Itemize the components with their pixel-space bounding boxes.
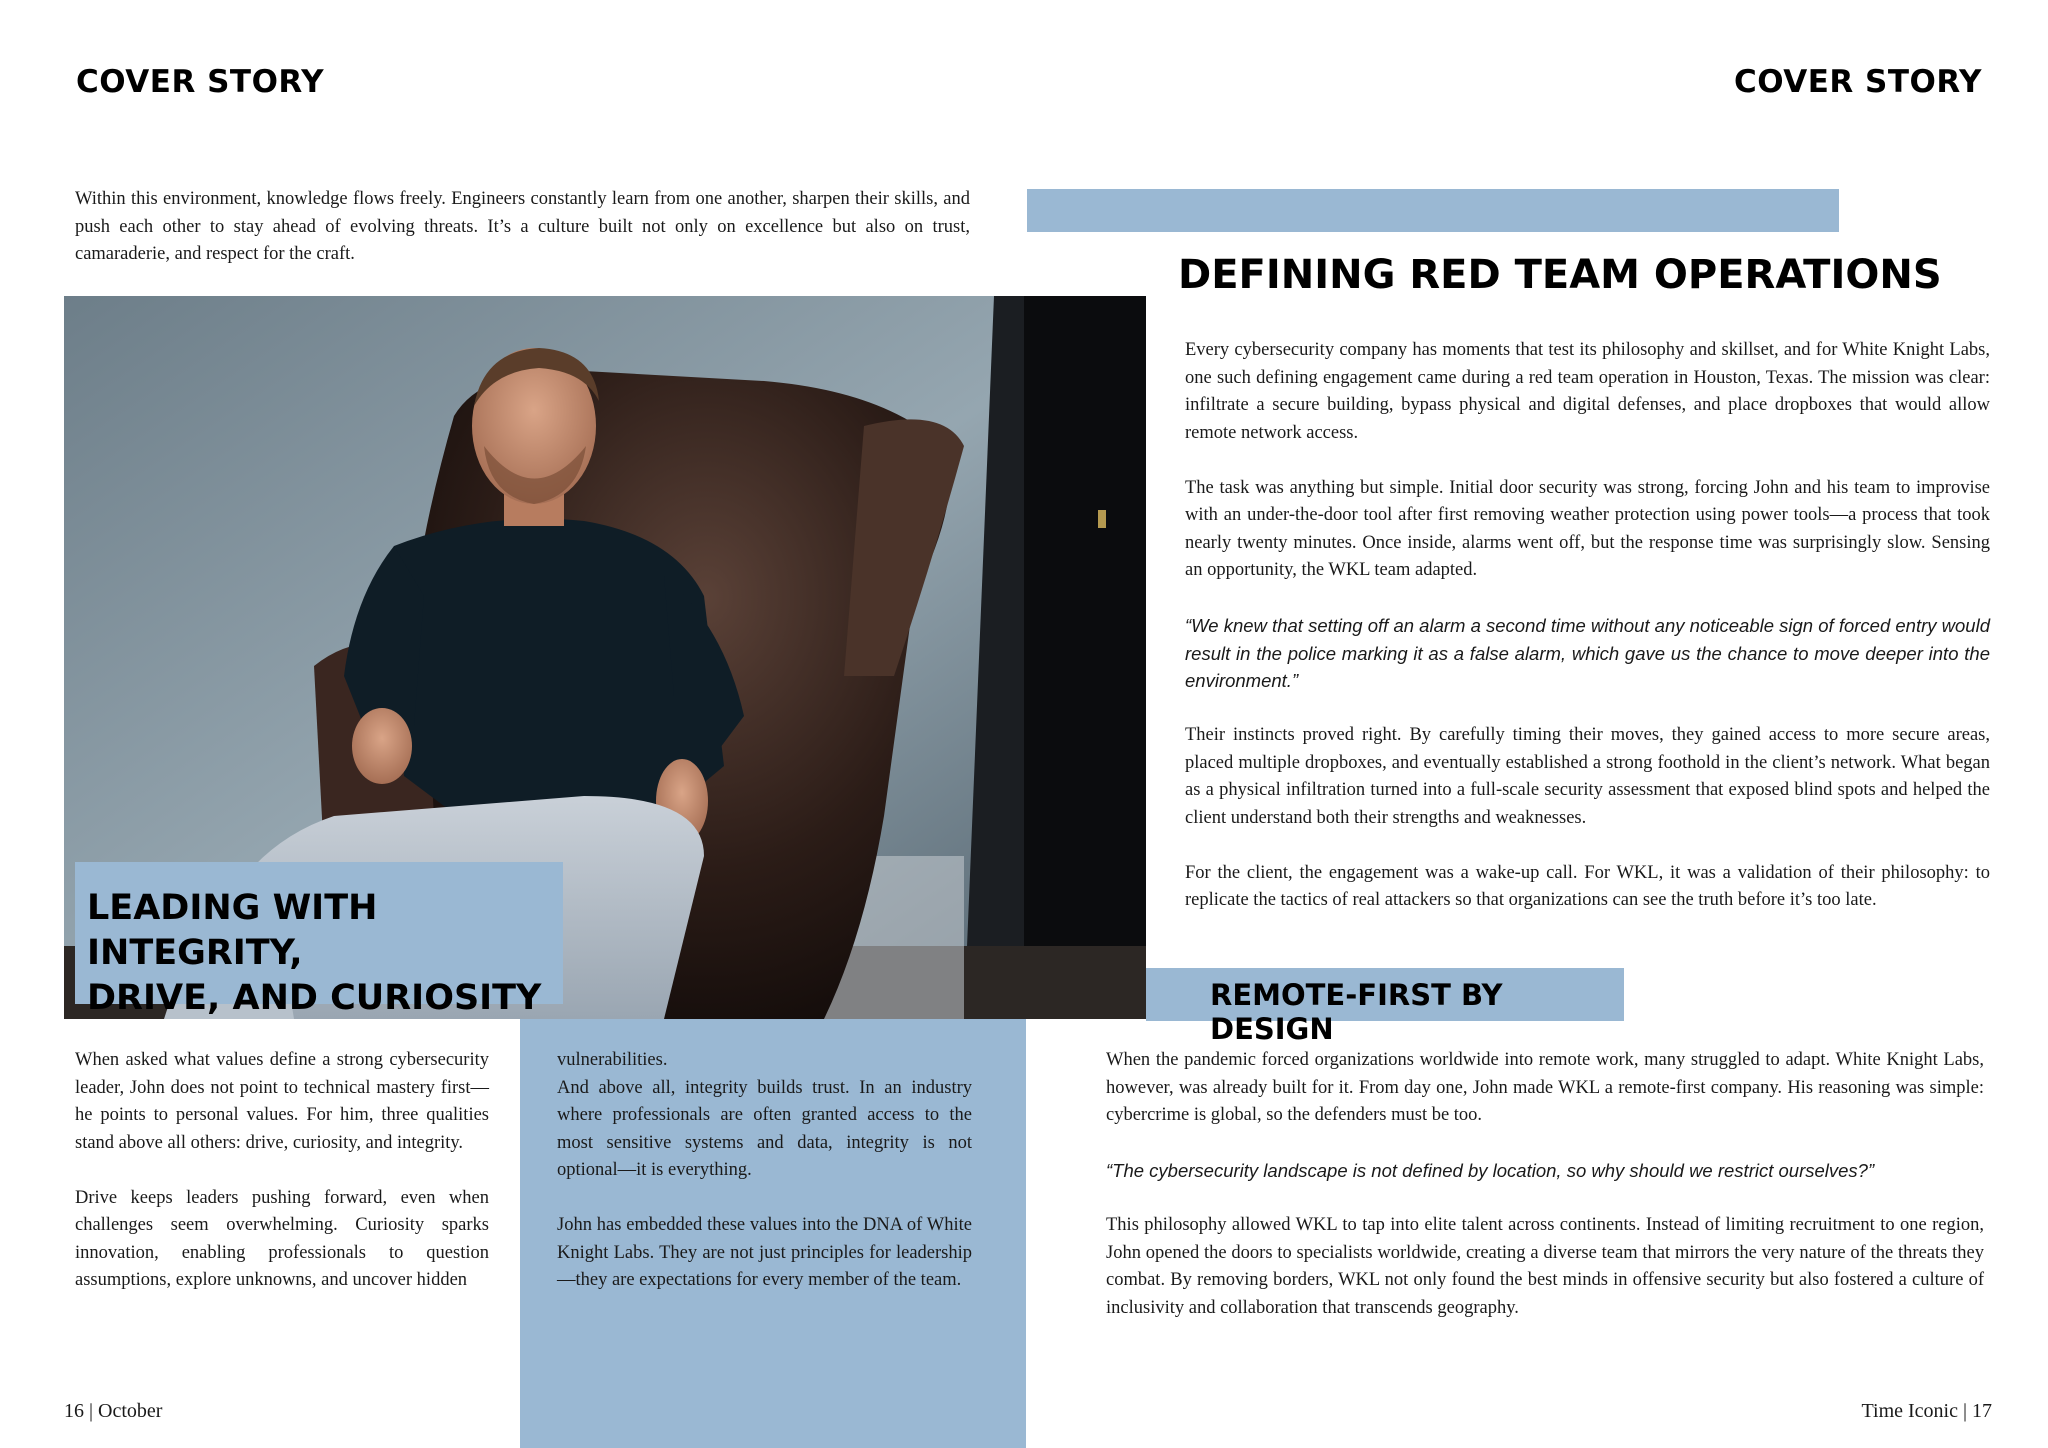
caption-line-1: LEADING WITH INTEGRITY, [87,888,378,973]
section-title-remote-first: REMOTE-FIRST BY DESIGN [1210,978,1503,1046]
page-footer-right: Time Iconic | 17 [1861,1400,1992,1422]
s1-paragraph-3: Their instincts proved right. By carefully timing their moves, they gained access to more secure areas, placed multiple dropboxes, and eventually established a strong foothold in the client’s network. What began as a physical infiltration turned into a full-scale security assessment that exposed blind spots and helped the client understand both their strengths and weaknesses. [1185,725,1990,828]
col1-paragraph-1: When asked what values define a strong cybersecurity leader, John does not point to technical mastery first—he points to personal values. For him, three qualities stand above all others: drive, curiosity, and integrity. [75,1050,489,1153]
section-label-left: COVER STORY [76,64,325,100]
decorative-bar [1027,189,1839,232]
s1-paragraph-4: For the client, the engagement was a wake-up call. For WKL, it was a validation of their philosophy: to replicate the tactics of real attackers so that organizations can see the truth before it’s too late. [1185,862,1990,910]
section-title-bar [1146,968,1624,1046]
section-1-body [1185,337,1990,915]
section-2-body [1106,1047,1984,1322]
col1-paragraph-2: Drive keeps leaders pushing forward, even when challenges seem overwhelming. Curiosity sparks innovation, enabling professionals to question assumptions, explore unknowns, and uncover hidden [75,1187,489,1290]
section-title-red-team: DEFINING RED TEAM OPERATIONS [1178,252,1942,298]
page-footer-left: 16 | October [64,1400,163,1422]
col2-paragraph-2: John has embedded these values into the DNA of White Knight Labs. They are not just principles for leadership—they are expectations for every member of the team. [557,1215,972,1290]
s1-quote: “We knew that setting off an alarm a second time without any noticeable sign of forced entry would result in the police marking it as a false alarm, which gave us the chance to move deeper into the environment.” [1185,615,1990,691]
left-column-2 [557,1047,972,1295]
s2-paragraph-2: This philosophy allowed WKL to tap into elite talent across continents. Instead of limiting recruitment to one region, John opened the doors to specialists worldwide, creating a diverse team that mirrors the very nature of the threats they combat. By removing borders, WKL not only found the best minds in offensive security but also fostered a culture of inclusivity and collaboration that transcends geography. [1106,1215,1984,1318]
caption-line-2: DRIVE, AND CURIOSITY [87,978,542,1018]
left-column-1 [75,1047,489,1295]
s1-paragraph-1: Every cybersecurity company has moments that test its philosophy and skillset, and for White Knight Labs, one such defining engagement came during a red team operation in Houston, Texas. The mission was clear: infiltrate a secure building, bypass physical and digital defenses, and place dropboxes that would allow remote network access. [1185,340,1990,443]
intro-paragraph: Within this environment, knowledge flows freely. Engineers constantly learn from one another, sharpen their skills, and push each other to stay ahead of evolving threats. It’s a culture built not only on excellence but also on trust, camaraderie, and respect for the craft. [75,189,970,264]
photo-caption [87,886,563,1021]
col2-paragraph-1a: vulnerabilities. [557,1050,668,1070]
s2-paragraph-1: When the pandemic forced organizations worldwide into remote work, many struggled to adapt. White Knight Labs, however, was already built for it. From day one, John made WKL a remote-first company. His reasoning was simple: cybercrime is global, so the defenders must be too. [1106,1050,1984,1125]
photo-caption-box [75,862,563,1018]
col2-paragraph-1b: And above all, integrity builds trust. In an industry where professionals are often granted access to the most sensitive systems and data, integrity is not optional—it is everything. [557,1077,972,1180]
s1-paragraph-2: The task was anything but simple. Initial door security was strong, forcing John and his team to improvise with an under-the-door tool after first removing weather protection using power tools—a process that took nearly twenty minutes. Once inside, alarms went off, but the response time was surprisingly slow. Sensing an opportunity, the WKL team adapted. [1185,477,1990,580]
section-label-right: COVER STORY [1733,64,1982,100]
s2-quote: “The cybersecurity landscape is not defined by location, so why should we restrict ourselves?” [1106,1160,1875,1181]
